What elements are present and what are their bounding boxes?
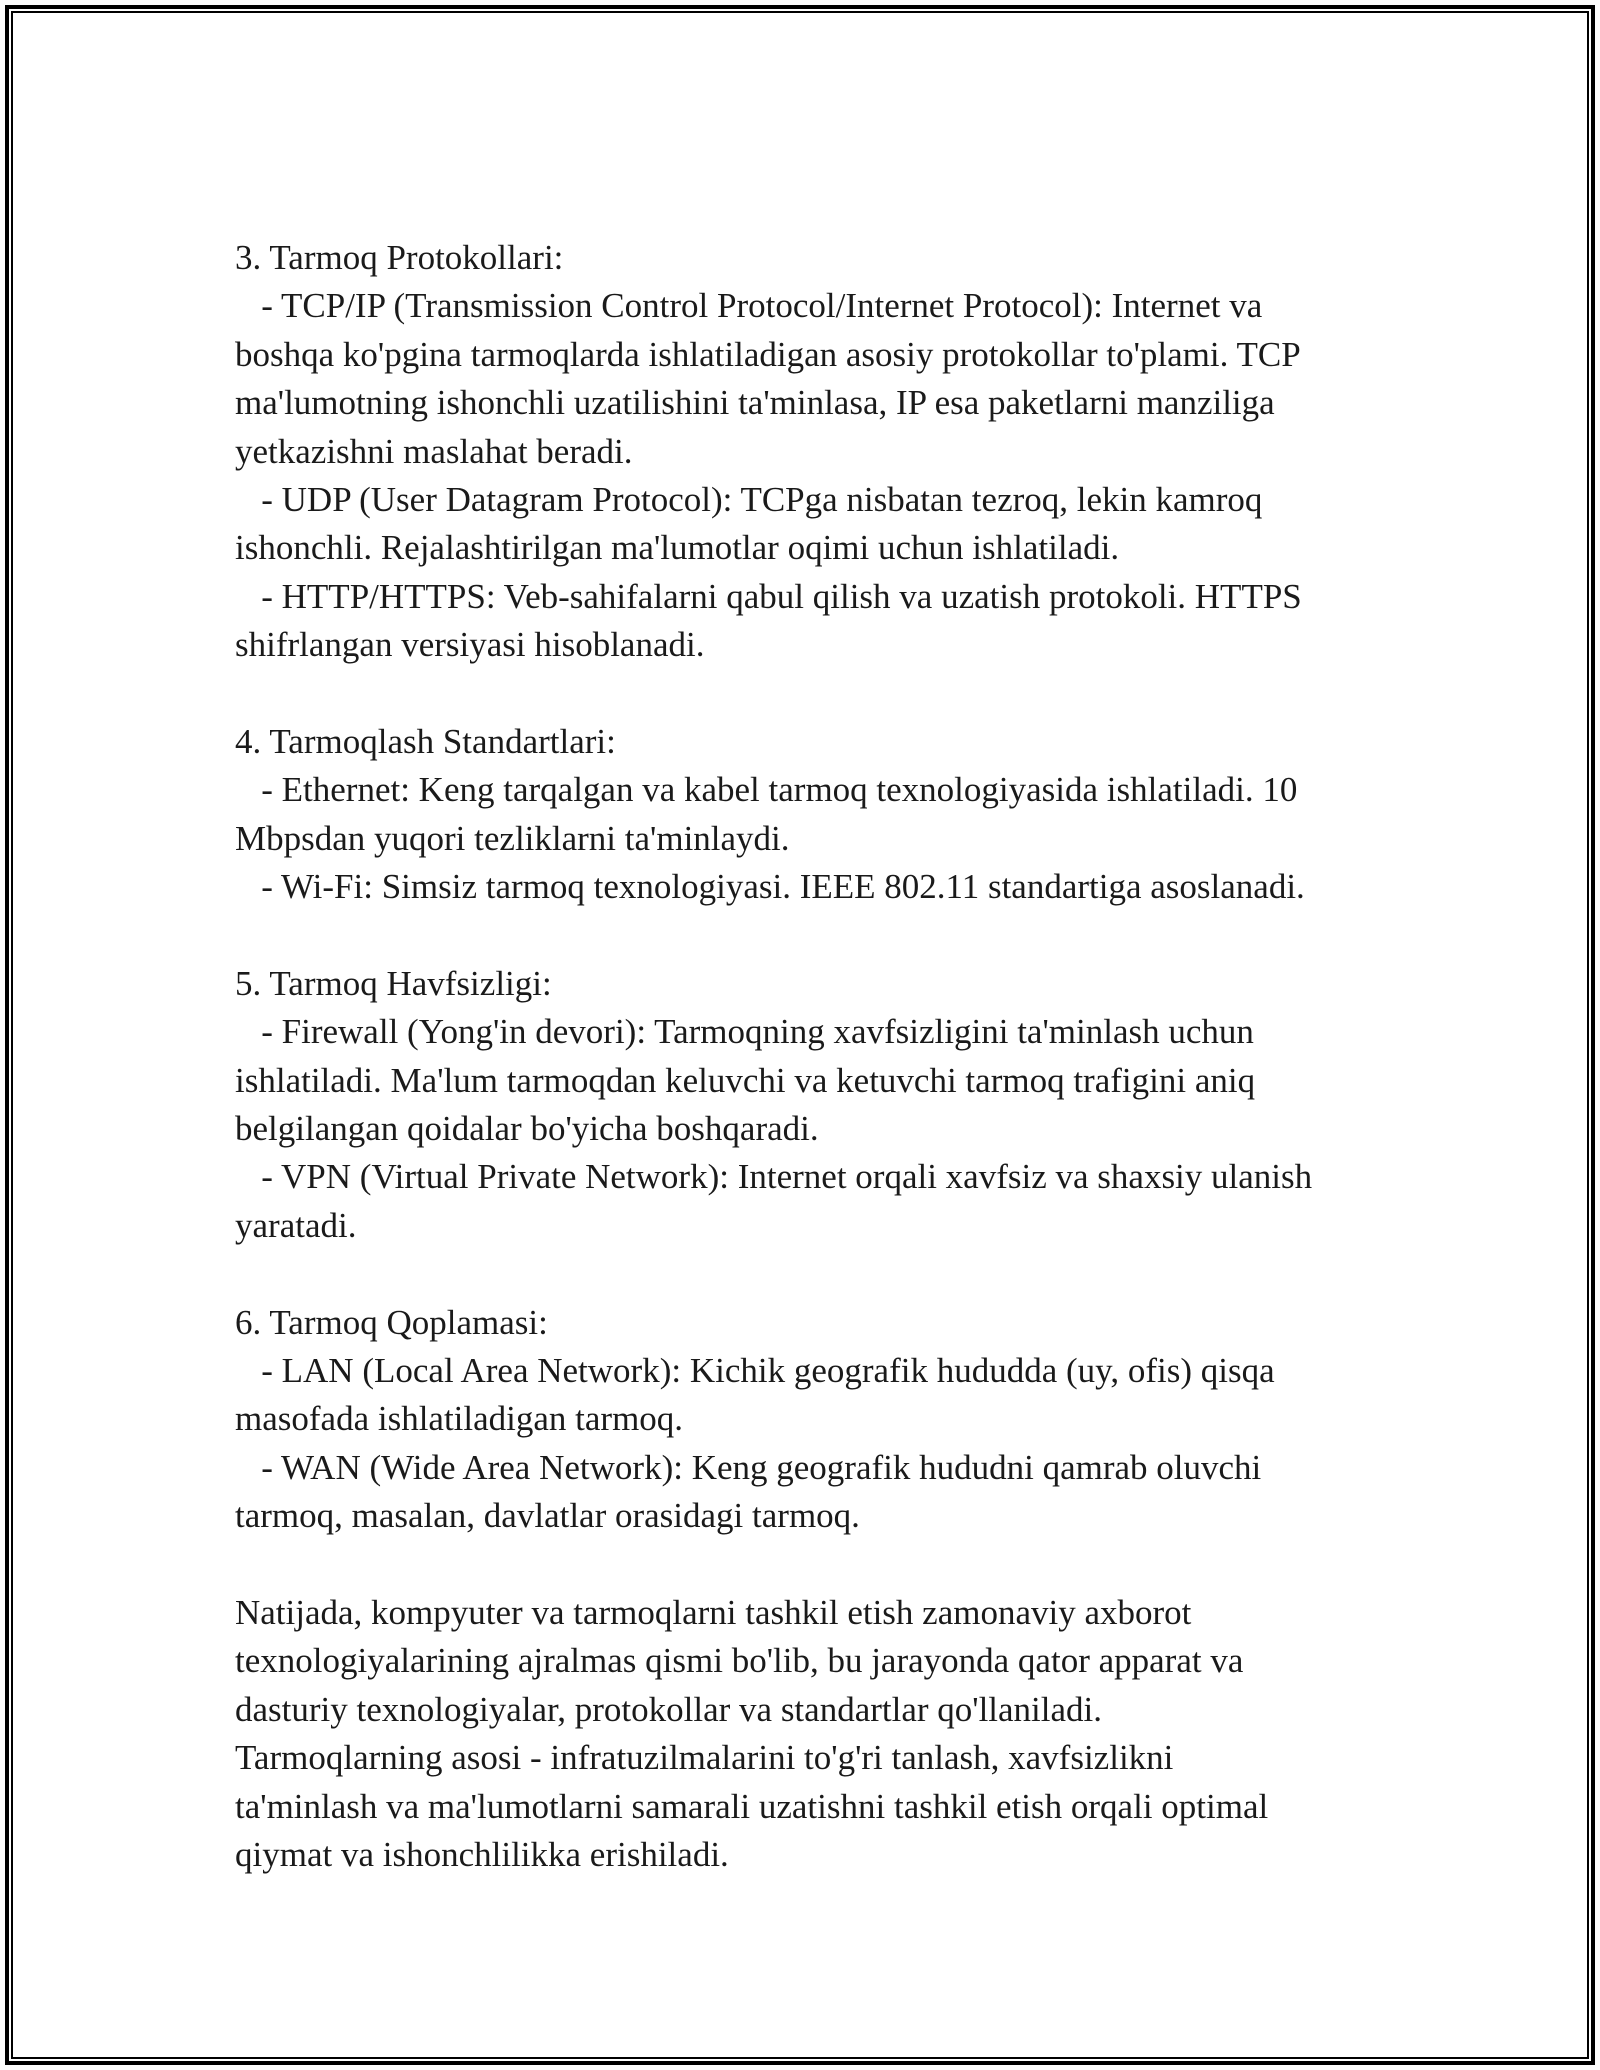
text-line: - HTTP/HTTPS: Veb-sahifalarni qabul qilish va uzatish protokoli. HTTPS bbox=[235, 576, 1302, 616]
text-line: texnologiyalarining ajralmas qismi bo'lib, bu jarayonda qator apparat va bbox=[235, 1641, 1244, 1681]
section-heading: 3. Tarmoq Protokollari: bbox=[235, 238, 564, 277]
text-line: belgilangan qoidalar bo'yicha boshqaradi. bbox=[235, 1109, 819, 1149]
text-line: ishlatiladi. Ma'lum tarmoqdan keluvchi va ketuvchi tarmoq trafigini aniq bbox=[235, 1060, 1256, 1100]
text-line: Natijada, kompyuter va tarmoqlarni tashkil etish zamonaviy axborot bbox=[235, 1592, 1192, 1632]
document-body bbox=[235, 234, 1395, 1879]
section-networking-standards bbox=[235, 718, 1395, 912]
paragraph-gap bbox=[235, 911, 1395, 959]
text-line: - Wi-Fi: Simsiz tarmoq texnologiyasi. IEEE 802.11 standartiga asoslanadi. bbox=[235, 867, 1305, 907]
text-line: - TCP/IP (Transmission Control Protocol/Internet Protocol): Internet va bbox=[235, 286, 1263, 326]
text-line: - UDP (User Datagram Protocol): TCPga nisbatan tezroq, lekin kamroq bbox=[235, 479, 1263, 519]
text-line: masofada ishlatiladigan tarmoq. bbox=[235, 1399, 684, 1439]
section-heading: 4. Tarmoqlash Standartlari: bbox=[235, 721, 616, 761]
section-network-coverage bbox=[235, 1299, 1395, 1541]
section-network-protocols bbox=[235, 234, 1395, 670]
text-line: - VPN (Virtual Private Network): Internet orqali xavfsiz va shaxsiy ulanish bbox=[235, 1157, 1313, 1197]
section-heading: 5. Tarmoq Havfsizligi: bbox=[235, 963, 552, 1003]
text-line: Mbpsdan yuqori tezliklarni ta'minlaydi. bbox=[235, 818, 790, 858]
section-heading: 6. Tarmoq Qoplamasi: bbox=[235, 1302, 548, 1342]
text-line: yaratadi. bbox=[235, 1205, 357, 1245]
text-line: Tarmoqlarning asosi - infratuzilmalarini to'g'ri tanlash, xavfsizlikni bbox=[235, 1738, 1174, 1778]
text-line: - Ethernet: Keng tarqalgan va kabel tarmoq texnologiyasida ishlatiladi. 10 bbox=[235, 770, 1298, 810]
paragraph-gap bbox=[235, 1541, 1395, 1589]
text-line: boshqa ko'pgina tarmoqlarda ishlatiladigan asosiy protokollar to'plami. TCP bbox=[235, 334, 1301, 374]
paragraph-gap bbox=[235, 1250, 1395, 1298]
text-line: ta'minlash va ma'lumotlarni samarali uzatishni tashkil etish orqali optimal bbox=[235, 1786, 1269, 1826]
text-line: ma'lumotning ishonchli uzatilishini ta'minlasa, IP esa paketlarni manziliga bbox=[235, 383, 1275, 423]
text-line: - Firewall (Yong'in devori): Tarmoqning xavfsizligini ta'minlash uchun bbox=[235, 1012, 1254, 1052]
paragraph-gap bbox=[235, 670, 1395, 718]
text-line: dasturiy texnologiyalar, protokollar va standartlar qo'llaniladi. bbox=[235, 1689, 1103, 1729]
text-line: shifrlangan versiyasi hisoblanadi. bbox=[235, 625, 705, 665]
text-line: yetkazishni maslahat beradi. bbox=[235, 431, 633, 471]
text-line: qiymat va ishonchlilikka erishiladi. bbox=[235, 1834, 729, 1874]
conclusion-paragraph bbox=[235, 1589, 1395, 1879]
text-line: - LAN (Local Area Network): Kichik geografik hududda (uy, ofis) qisqa bbox=[235, 1350, 1275, 1390]
text-line: - WAN (Wide Area Network): Keng geografik hududni qamrab oluvchi bbox=[235, 1447, 1262, 1487]
text-line: tarmoq, masalan, davlatlar orasidagi tarmoq. bbox=[235, 1496, 860, 1536]
section-network-security bbox=[235, 960, 1395, 1250]
text-line: ishonchli. Rejalashtirilgan ma'lumotlar oqimi uchun ishlatiladi. bbox=[235, 528, 1120, 568]
